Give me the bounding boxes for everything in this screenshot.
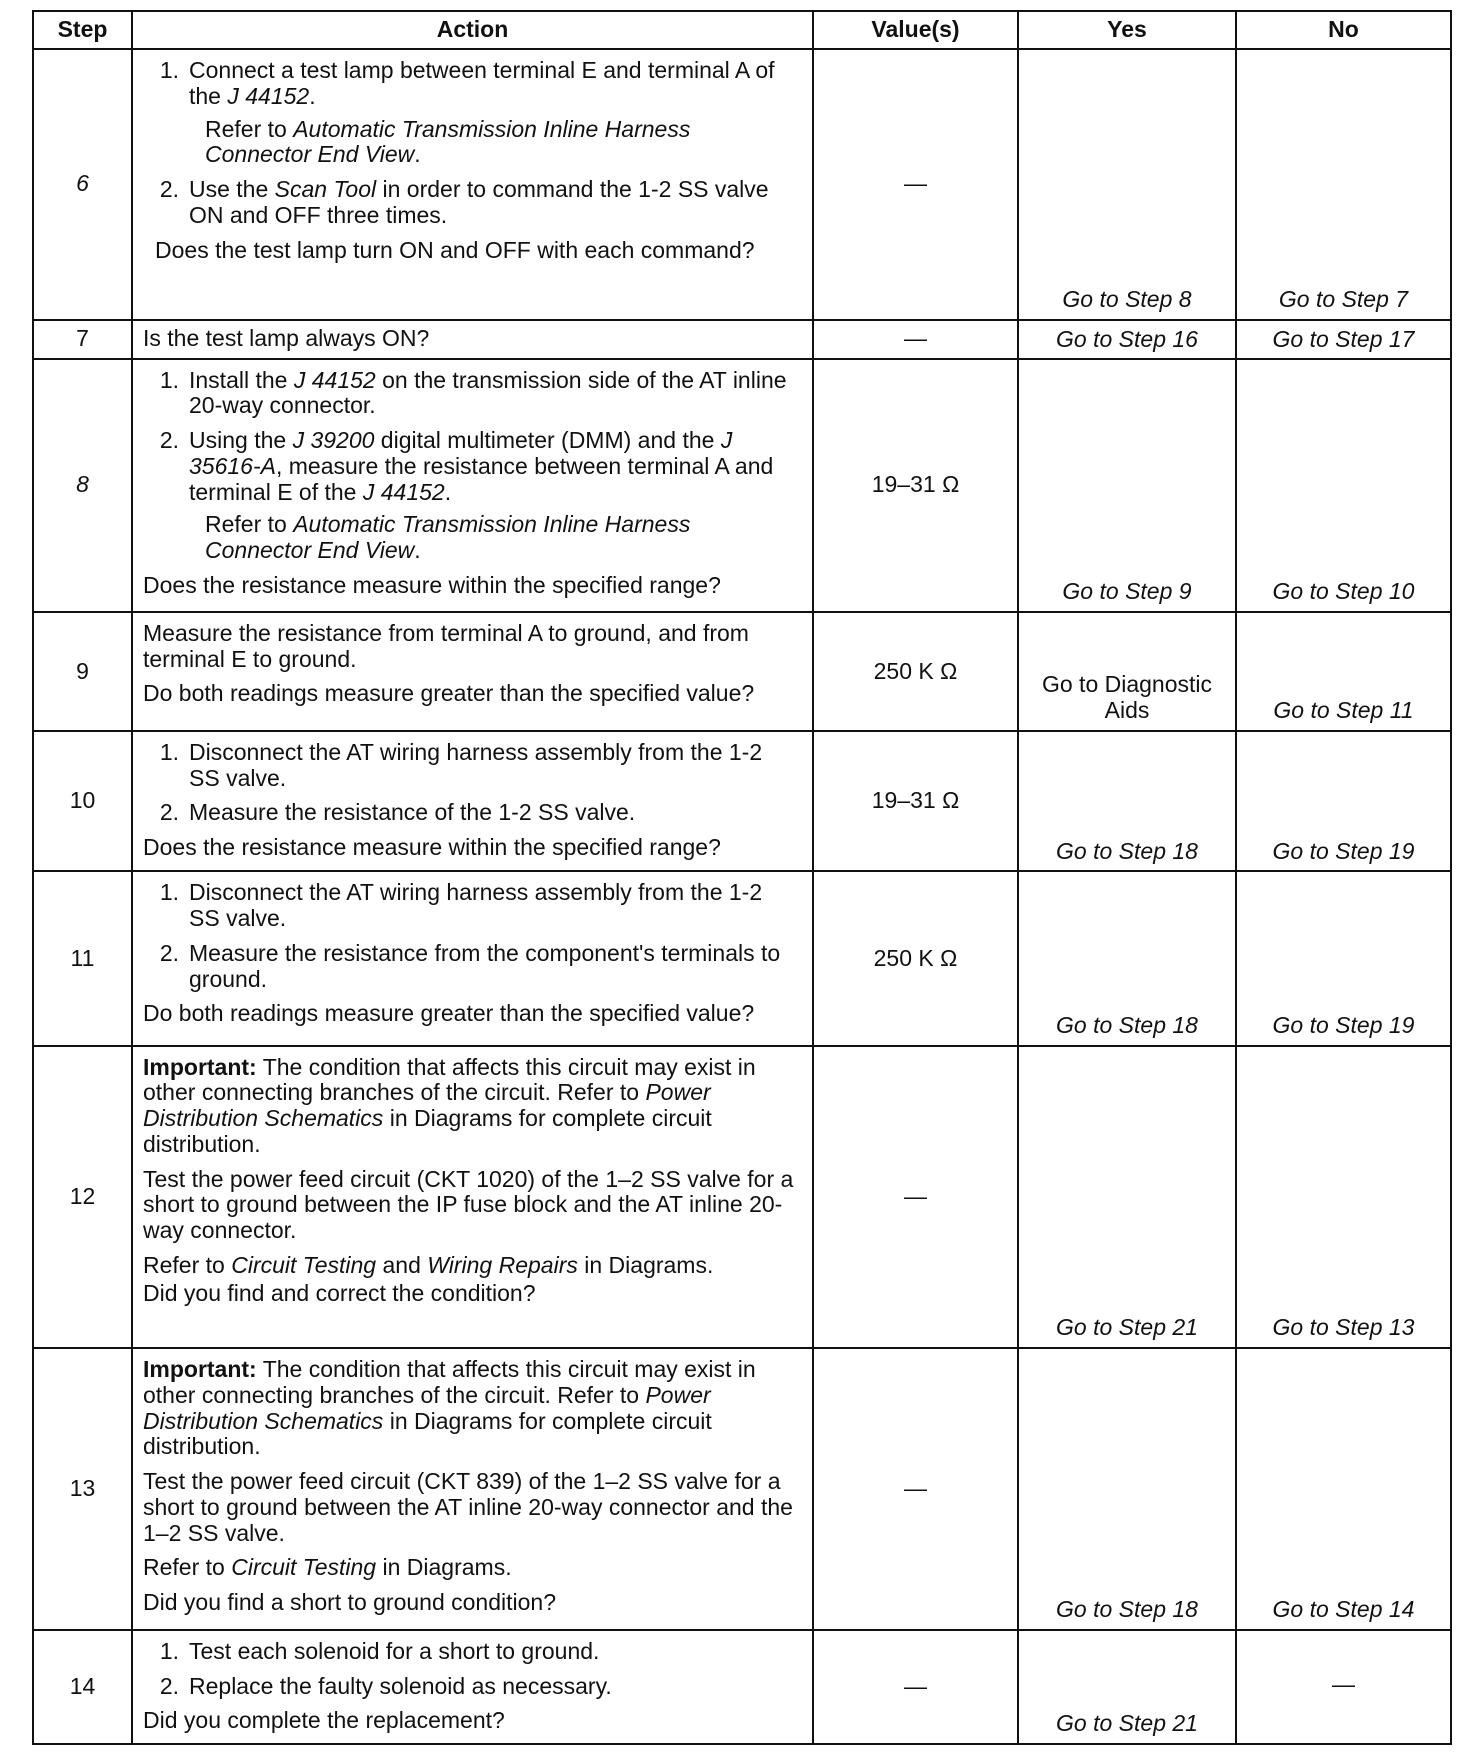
question-text: Does the test lamp turn ON and OFF with each command?: [155, 236, 755, 263]
list-number: 1.: [159, 366, 179, 393]
step-number: 11: [33, 871, 132, 1045]
header-action: Action: [132, 11, 813, 49]
header-yes: Yes: [1018, 11, 1236, 49]
step-number: 7: [33, 320, 132, 359]
no-cell: —: [1236, 1630, 1451, 1744]
table-row-step-11: [33, 871, 1451, 1045]
reference-note: Refer to Automatic Transmission Inline Harness Connector End View.: [205, 115, 691, 168]
list-text: Using the J 39200 digital multimeter (DMM) and the J 35616-A, measure the resistance between terminal A and terminal E of the J 44152.: [189, 427, 774, 505]
question-text: Do both readings measure greater than the specified value?: [143, 680, 755, 707]
table-row-step-9: [33, 612, 1451, 731]
action-list-item: [143, 1639, 798, 1665]
no-cell: Go to Step 7: [1236, 49, 1451, 320]
table-row-step-10: [33, 731, 1451, 871]
yes-cell: Go to Step 16: [1018, 320, 1236, 359]
action-list-item: [143, 880, 798, 932]
header-values: Value(s): [813, 11, 1018, 49]
tool-ref: J 44152: [227, 82, 310, 109]
list-number: 2.: [159, 1672, 179, 1699]
list-number: 1.: [159, 879, 179, 906]
list-text: Install the J 44152 on the transmission side of the AT inline 20-way connector.: [189, 366, 787, 419]
tool-ref: J 44152: [293, 366, 376, 393]
step-number: 13: [33, 1348, 132, 1630]
question-text: Did you find a short to ground condition?: [143, 1589, 556, 1616]
action-list-item: [143, 1674, 798, 1700]
yes-cell: Go to Step 18: [1018, 871, 1236, 1045]
step-number: 10: [33, 731, 132, 871]
action-cell: [132, 1046, 813, 1348]
important-note: Important: The condition that affects this circuit may exist in other connecting branches of the circuit. Refer to Power Distribution Schematics in Diagrams for complete circuit distribution.: [143, 1053, 756, 1157]
table-row-step-8: [33, 359, 1451, 612]
header-no: No: [1236, 11, 1451, 49]
value-cell: 250 K Ω: [813, 871, 1018, 1045]
list-text: Use the Scan Tool in order to command the 1-2 SS valve ON and OFF three times.: [189, 176, 769, 228]
table-row-step-7: [33, 320, 1451, 359]
yes-cell: Go to Diagnostic Aids: [1018, 612, 1236, 731]
document-ref: Automatic Transmission Inline Harness Connector End View: [205, 115, 691, 168]
header-row: [33, 11, 1451, 49]
question-text: Did you find and correct the condition?: [143, 1279, 536, 1306]
no-cell: Go to Step 19: [1236, 871, 1451, 1045]
no-cell: Go to Step 11: [1236, 612, 1451, 731]
header-step: Step: [33, 11, 132, 49]
action-cell: [132, 871, 813, 1045]
yes-cell: Go to Step 21: [1018, 1630, 1236, 1744]
table-row-step-6: [33, 49, 1451, 320]
question-text: Does the resistance measure within the specified range?: [143, 571, 721, 598]
step-number: 9: [33, 612, 132, 731]
list-number: 2.: [159, 799, 179, 826]
value-cell: —: [813, 1630, 1018, 1744]
tool-ref: J 35616-A: [189, 427, 733, 479]
important-label: Important:: [143, 1053, 257, 1080]
important-note: Important: The condition that affects this circuit may exist in other connecting branches of the circuit. Refer to Power Distribution Schematics in Diagrams for complete circuit distribution.: [143, 1356, 756, 1460]
list-number: 1.: [159, 1637, 179, 1664]
list-number: 2.: [159, 427, 179, 454]
action-cell: [132, 1630, 813, 1744]
question-text: Do both readings measure greater than the specified value?: [143, 1000, 755, 1027]
action-cell: [132, 359, 813, 612]
action-cell: [132, 49, 813, 320]
value-cell: 19–31 Ω: [813, 731, 1018, 871]
question-text: Is the test lamp always ON?: [143, 325, 430, 352]
action-list-item: [143, 58, 798, 110]
yes-cell: Go to Step 18: [1018, 731, 1236, 871]
action-list-item: [143, 941, 798, 993]
reference-note: Refer to Circuit Testing in Diagrams.: [143, 1554, 512, 1581]
list-text: Measure the resistance from the component's terminals to ground.: [189, 939, 781, 992]
value-cell: 19–31 Ω: [813, 359, 1018, 612]
action-list-item: [143, 800, 798, 826]
question-text: Did you complete the replacement?: [143, 1707, 505, 1734]
no-cell: Go to Step 14: [1236, 1348, 1451, 1630]
diagnostic-table: [32, 10, 1452, 1745]
document-ref: Wiring Repairs: [427, 1251, 578, 1278]
instruction-text: Measure the resistance from terminal A to ground, and from terminal E to ground.: [143, 619, 749, 672]
list-text: Disconnect the AT wiring harness assembly from the 1-2 SS valve.: [189, 879, 763, 932]
important-label: Important:: [143, 1356, 257, 1383]
tool-ref: Scan Tool: [274, 176, 377, 202]
step-number: 12: [33, 1046, 132, 1348]
value-cell: —: [813, 1348, 1018, 1630]
document-ref: Automatic Transmission Inline Harness Connector End View: [205, 511, 691, 564]
document-ref: Circuit Testing: [231, 1251, 377, 1278]
no-cell: Go to Step 13: [1236, 1046, 1451, 1348]
value-cell: 250 K Ω: [813, 612, 1018, 731]
action-cell: [132, 731, 813, 871]
action-list-item: [143, 740, 798, 792]
step-number: 6: [33, 49, 132, 320]
value-cell: —: [813, 1046, 1018, 1348]
step-number: 14: [33, 1630, 132, 1744]
yes-cell: Go to Step 21: [1018, 1046, 1236, 1348]
value-cell: —: [813, 49, 1018, 320]
yes-cell: Go to Step 8: [1018, 49, 1236, 320]
action-cell: [132, 1348, 813, 1630]
list-text: Test each solenoid for a short to ground.: [189, 1637, 600, 1664]
instruction-text: Test the power feed circuit (CKT 1020) of the 1–2 SS valve for a short to ground between the IP fuse block and the AT inline 20-way connector.: [143, 1165, 794, 1244]
action-list-item: [143, 428, 798, 505]
list-text: Measure the resistance of the 1-2 SS valve.: [189, 799, 636, 826]
list-number: 1.: [159, 738, 179, 765]
yes-cell: Go to Step 9: [1018, 359, 1236, 612]
step-number: 8: [33, 359, 132, 612]
no-cell: Go to Step 17: [1236, 320, 1451, 359]
table-row-step-12: [33, 1046, 1451, 1348]
table-row-step-14: [33, 1630, 1451, 1744]
value-cell: —: [813, 320, 1018, 359]
action-cell: [132, 612, 813, 731]
tool-ref: J 39200: [292, 427, 375, 454]
yes-cell: Go to Step 18: [1018, 1348, 1236, 1630]
tool-ref: J 44152: [362, 478, 445, 505]
document-ref: Circuit Testing: [231, 1554, 377, 1581]
document-ref: Power Distribution Schematics: [143, 1381, 711, 1434]
action-list-item: [143, 177, 798, 229]
no-cell: Go to Step 10: [1236, 359, 1451, 612]
table-row-step-13: [33, 1348, 1451, 1630]
reference-note: Refer to Circuit Testing and Wiring Repairs in Diagrams.: [143, 1251, 714, 1278]
no-cell: Go to Step 19: [1236, 731, 1451, 871]
list-number: 1.: [159, 57, 179, 83]
question-text: Does the resistance measure within the specified range?: [143, 834, 721, 861]
reference-note: Refer to Automatic Transmission Inline Harness Connector End View.: [205, 511, 691, 564]
instruction-text: Test the power feed circuit (CKT 839) of the 1–2 SS valve for a short to ground between the AT inline 20-way connector and the 1–2 SS valve.: [143, 1468, 793, 1546]
list-number: 2.: [159, 939, 179, 966]
action-cell: [132, 320, 813, 359]
action-list-item: [143, 368, 798, 420]
list-text: Disconnect the AT wiring harness assembly from the 1-2 SS valve.: [189, 738, 763, 791]
list-text: Connect a test lamp between terminal E and terminal A of the J 44152.: [189, 57, 775, 109]
document-ref: Power Distribution Schematics: [143, 1079, 711, 1132]
list-text: Replace the faulty solenoid as necessary.: [189, 1672, 612, 1699]
list-number: 2.: [159, 176, 179, 202]
